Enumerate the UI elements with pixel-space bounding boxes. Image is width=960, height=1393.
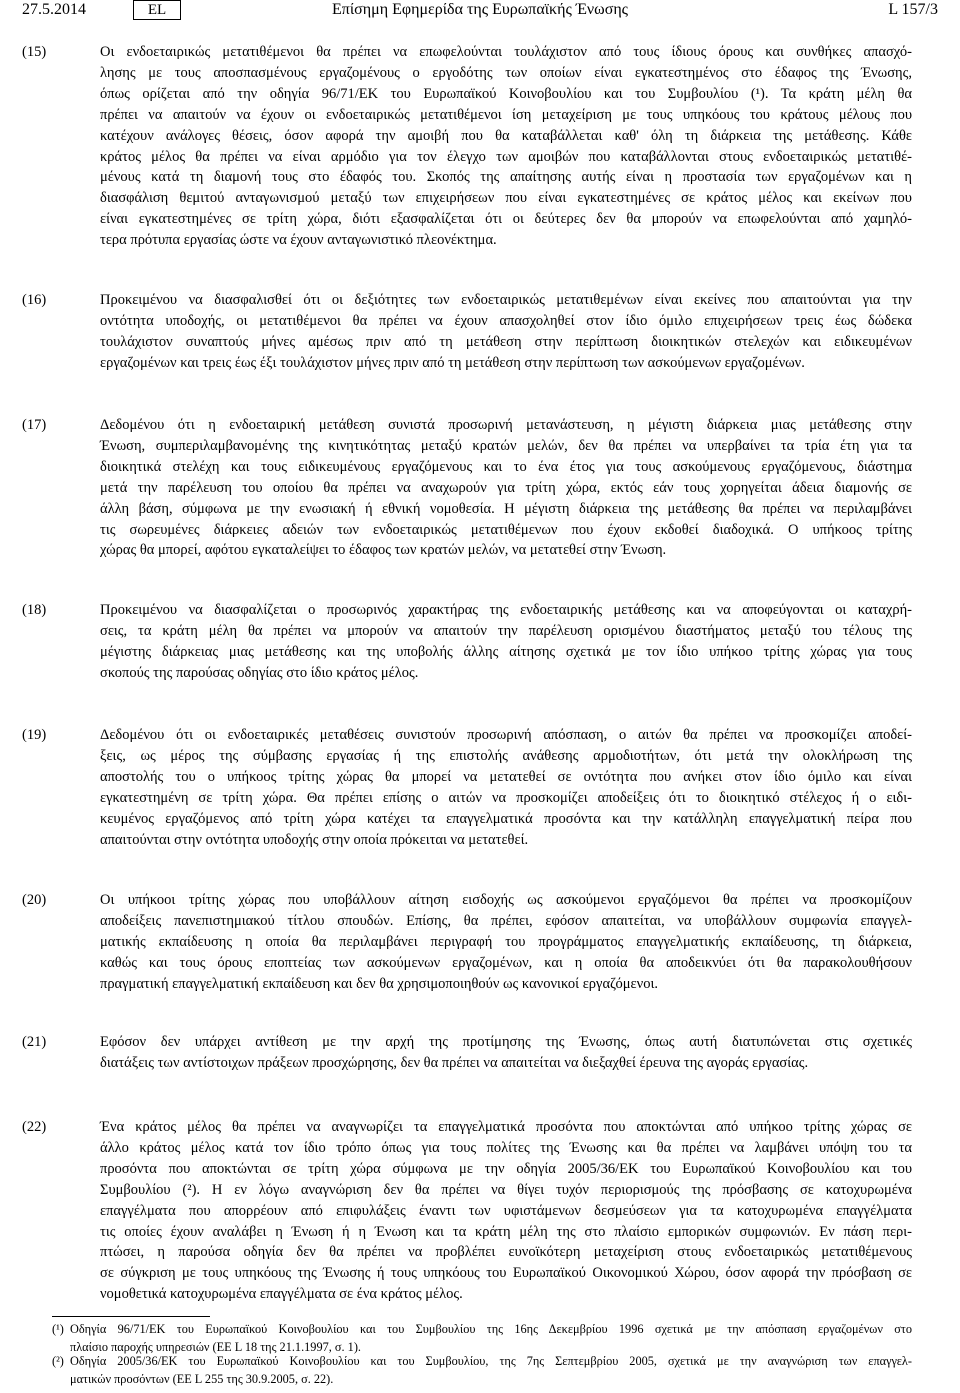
recital-line: Ένα κράτος μέλος θα πρέπει να αναγνωρίζει τα επαγγελματικά προσόντα που αποκτώνται από υπήκοο τρίτης χώρας σε: [100, 1119, 912, 1135]
recital-line: άλλη βάση, σύμφωνα με την ενωσιακή ή εθνική νομοθεσία. Η μέγιστη διάρκεια της μετάθεσης θα πρέπει να περιλαμβάνει: [100, 500, 912, 517]
recital-line: μέγιστης διάρκειας μιας μετάθεσης και της υποβολής άλλης αίτησης σχετικά με τον ίδιο υπήκοο τρίτης χώρας για τους: [100, 643, 912, 660]
recital-line: απαιτούνται στην οντότητα υποδοχής στην οποία πρόκειται να μετατεθεί.: [100, 831, 529, 848]
recital-number: (21): [22, 1034, 47, 1050]
recital-number: (20): [22, 892, 47, 908]
recital-line: σκοπούς της παρούσας οδηγίας στο ίδιο κράτος μέλος.: [100, 664, 419, 681]
recital-line: νομοθετικά κατοχυρωμένα επαγγέλματα σε ένα κράτος μέλος.: [100, 1286, 463, 1303]
recital-text: [100, 42, 912, 251]
recital-line: σεις, τα κράτη μέλη θα πρέπει να μπορούν να απαιτούν την παρέλευση ορισμένου διαστήματος μεταξύ του τέλους της: [100, 622, 912, 639]
recital-line: επαγγέλματα που απορρέουν από επιφυλάξεις έναντι των υφιστάμενων δεσμεύσεων για τα κατοχυρωμένα επαγγέλματα: [100, 1202, 912, 1219]
recital-line: άλλο κράτος μέλος κατά τον ίδιο τρόπο όπως για τους πολίτες της Ένωσης και θα πρέπει να λαμβάνει υπόψη του τα: [100, 1139, 912, 1156]
recital-line: κευμένος εργαζόμενος από τρίτη χώρα κατέχει τα επαγγελματικά προσόντα και την κατάλληλη επαγγελματική πείρα που: [100, 810, 912, 827]
recital-line: σε σύγκριση με τους υπηκόους της Ένωσης ή τους υπηκόους του Ευρωπαϊκού Οικονομικού Χώρου, όσον αφορά την πρόσβαση σε: [100, 1265, 912, 1282]
footnote-line: ματικών προσόντων (ΕΕ L 255 της 30.9.2005, σ. 22).: [70, 1371, 334, 1386]
recital-line: Εφόσον δεν υπάρχει αντίθεση με την αρχή της προτίμησης της Ένωσης, όπως αυτή διατυπώνεται στις σχετικές: [100, 1034, 912, 1050]
recital-line: διασφάλιση θεμιτού ανταγωνισμού μεταξύ των επιχειρήσεων που είναι εγκατεστημένες σε κράτος μέλος και εκείνων που: [100, 190, 912, 207]
footnote-line: Οδηγία 96/71/ΕΚ του Ευρωπαϊκού Κοινοβουλίου και του Συμβουλίου της 16ης Δεκεμβρίου 1996 σχετικά με την απόσπαση εργαζομένων στο: [70, 1322, 912, 1336]
recital-line: Προκειμένου να διασφαλισθεί ότι οι δεξιότητες των ενδοεταιρικώς μετατιθεμένων είναι εκείνες που απαιτούνται για την: [100, 292, 912, 308]
recital-line: είναι εγκατεστημένες σε τρίτη χώρα, διότι εξασφαλίζεται ότι οι δεύτερες δεν θα μπορούν να επωφελούνται από χαμηλό-: [100, 211, 912, 228]
recital-number: (15): [22, 44, 47, 60]
recital-number: (16): [22, 292, 47, 308]
recital-line: χώρας θα μπορεί, αφότου εγκαταλείψει το έδαφος των κρατών μελών, να μετατεθεί στην Ένωση.: [100, 542, 667, 559]
recital-line: πραγματική επαγγελματική εκπαίδευση και δεν θα χρησιμοποιηθούν ως κανονικοί εργαζόμενοι.: [100, 975, 658, 992]
recital-line: καθώς και τους όρους εποπτείας των ασκούμενων εργαζομένων, και η οποία θα αποδεικνύει ότι θα παρακολουθήσουν: [100, 954, 912, 971]
footnote-marker: (²): [52, 1354, 64, 1368]
journal-title: Επίσημη Εφημερίδα της Ευρωπαϊκής Ένωσης: [331, 1, 629, 18]
footnote-marker: (¹): [52, 1322, 64, 1336]
recital-line: Οι υπήκοοι τρίτης χώρας που υποβάλλουν αίτηση εισδοχής ως ασκούμενοι εργαζόμενοι θα πρέπει να προσκομίζουν: [100, 892, 912, 908]
recital-line: Ένωση, συμπεριλαμβανομένης της κινητικότητας μεταξύ κρατών μελών, δεν θα πρέπει να υπερβαίνει τα τρία έτη για τα: [100, 437, 912, 454]
footnote-line: πλαίσιο παροχής υπηρεσιών (ΕΕ L 18 της 21.1.1997, σ. 1).: [70, 1339, 361, 1354]
recital-line: κατέχουν ανάλογες θέσεις, όσον αφορά την αμοιβή που θα καταβάλλεται καθ' όλη τη διάρκεια της μετάθεσης. Κάθε: [100, 127, 912, 144]
recital-line: Δεδομένου ότι οι ενδοεταιρικές μεταθέσεις συνιστούν προσωρινή απόσπαση, ο αιτών θα πρέπει να προσκομίζει αποδεί-: [100, 727, 912, 743]
recital-number: (17): [22, 417, 47, 433]
recital-text: [100, 1032, 912, 1074]
recital-line: αποδείξεις πανεπιστημιακού τίτλου σπουδών. Επίσης, θα πρέπει, εφόσον απαιτείται, να υποβάλλουν συμφωνία επαγγελ-: [100, 912, 912, 929]
recital-line: τις οποίες έχουν αναλάβει η Ένωση ή η Ένωση και τα κράτη μέλη της στο πλαίσιο εμπορικών συμφωνιών. Εν πάση περι-: [100, 1223, 912, 1240]
page-reference: L 157/3: [888, 1, 938, 18]
recital-line: Δεδομένου ότι η ενδοεταιρική μετάθεση συνιστά προσωρινή μετανάστευση, η μέγιστη διάρκεια μιας μετάθεσης στην: [100, 417, 912, 433]
footnote-text: [70, 1353, 912, 1388]
recital-line: οντότητα υποδοχής, οι μετατιθέμενοι θα πρέπει να έχουν απασχοληθεί στον ίδιο όμιλο επιχειρήσεων τρεις έως δώδεκα: [100, 312, 912, 329]
recital-line: τερα πρότυπα εργασίας ώστε να έχουν ανταγωνιστικό πλεονέκτημα.: [100, 232, 497, 249]
language-badge: EL: [133, 0, 181, 20]
recital-text: [100, 725, 912, 850]
recital-text: [100, 415, 912, 561]
footnote-separator: [52, 1316, 210, 1317]
footnote-text: [70, 1321, 912, 1356]
recital-line: Συμβουλίου (²). Η εν λόγω αναγνώριση δεν θα πρέπει να θίγει τυχόν περιορισμούς της πρόσβασης σε κατοχυρωμένα: [100, 1181, 912, 1198]
recital-line: τις σωρευμένες διάρκειες αδειών των ενδοεταιρικώς μετατιθέμενων που έχουν εκδοθεί διαδοχικά. Ο υπήκοος τρίτης: [100, 521, 912, 538]
recital-line: τουλάχιστον συναπτούς μήνες αμέσως πριν από τη μετάθεση στην περίπτωση διοικητικών στελεχών και ειδικευμένων: [100, 333, 912, 350]
recital-line: Προκειμένου να διασφαλίζεται ο προσωρινός χαρακτήρας της ενδοεταιρικής μετάθεσης και να αποφεύγονται οι καταχρή-: [100, 602, 912, 618]
recital-text: [100, 600, 912, 684]
recital-line: κράτος μέλος θα πρέπει να είναι αρμόδιο για τον έλεγχο των αμοιβών που καταβάλλονται στους ενδοεταιρικώς μετατιθέ-: [100, 148, 912, 165]
recital-number: (18): [22, 602, 47, 618]
recital-line: πτώσει, η παρούσα οδηγία δεν θα πρέπει να προβλέπει ευνοϊκότερη μεταχείριση στους ενδοεταιρικώς μετατιθέμενους: [100, 1244, 912, 1261]
recital-line: Οι ενδοεταιρικώς μετατιθέμενοι θα πρέπει να επωφελούνται τουλάχιστον από τους ίδιους όρους και συνθήκες απασχό-: [100, 44, 912, 60]
footnote-line: Οδηγία 2005/36/ΕΚ του Ευρωπαϊκού Κοινοβουλίου και του Συμβουλίου, της 7ης Σεπτεμβρίου 2005, σχετικά με την αναγνώριση των επαγγελ-: [70, 1354, 912, 1368]
recital-line: εγκατεστημένη σε τρίτη χώρα. Θα πρέπει επίσης ο αιτών να προσκομίζει αποδείξεις ότι το διοικητικό στέλεχος ή ο ειδι-: [100, 789, 912, 806]
recital-line: μετά την παρέλευση του οποίου θα πρέπει να αναχωρούν για τρίτη χώρα, εκτός εάν τους χορηγείται άδεια διαμονής σε: [100, 479, 912, 496]
recital-line: εργαζομένων και τρεις έως έξι τουλάχιστον μήνες πριν από τη μετάθεση στην περίπτωση των ασκούμενων εργαζομένων.: [100, 354, 805, 371]
recital-line: διατάξεις των αντίστοιχων πράξεων προσχώρησης, δεν θα πρέπει να απαιτείται να διεξαχθεί έρευνα της αγοράς εργασίας.: [100, 1054, 809, 1071]
recital-line: ξεις, ως μέρος της σύμβασης εργασίας ή της επιστολής ανάθεσης αρμοδιοτήτων, ότι μετά την ολοκλήρωση της: [100, 747, 912, 764]
recital-text: [100, 1117, 912, 1305]
recital-line: προσόντα που αποκτώνται σε τρίτη χώρα σύμφωνα με την οδηγία 2005/36/ΕΚ του Ευρωπαϊκού Κοινοβουλίου και του: [100, 1160, 912, 1177]
recital-number: (19): [22, 727, 47, 743]
recital-text: [100, 290, 912, 374]
recital-line: διοικητικά στελέχη και τους ειδικευμένους εργαζόμενους και το ένα έτος για τους ασκούμενους εργαζόμενους, διάστημα: [100, 458, 912, 475]
recital-line: πρέπει να απαιτούν να έχουν οι ενδοεταιρικώς μετατιθέμενοι ίση μεταχείριση με τους υπηκόους του κράτους μέλους που: [100, 106, 912, 123]
recital-line: μένους κατά τη διαμονή τους στο έδαφός του. Σκοπός της απαίτησης αυτής είναι η προστασία των εργαζομένων και η: [100, 169, 912, 186]
recital-line: όπως ορίζεται από την οδηγία 96/71/ΕΚ του Ευρωπαϊκού Κοινοβουλίου και του Συμβουλίου (¹). Τα κράτη μέλη θα: [100, 85, 912, 102]
recital-text: [100, 890, 912, 995]
recital-line: λησης με τους αποσπασμένους εργαζομένους ο εργοδότης των οποίων είναι εγκατεστημένος στο έδαφος της Ένωσης,: [100, 64, 912, 81]
recital-number: (22): [22, 1119, 47, 1135]
recital-line: αποστολής του ο υπήκοος τρίτης χώρας θα μπορεί να μετατεθεί σε οντότητα που ανήκει στον ίδιο όμιλο και είναι: [100, 768, 912, 785]
publication-date: 27.5.2014: [22, 1, 86, 18]
recital-line: ματικής εκπαίδευσης η οποία θα περιλαμβάνει περιγραφή του προγράμματος επαγγελματικής εκπαίδευσης, τη διάρκεια,: [100, 933, 912, 950]
